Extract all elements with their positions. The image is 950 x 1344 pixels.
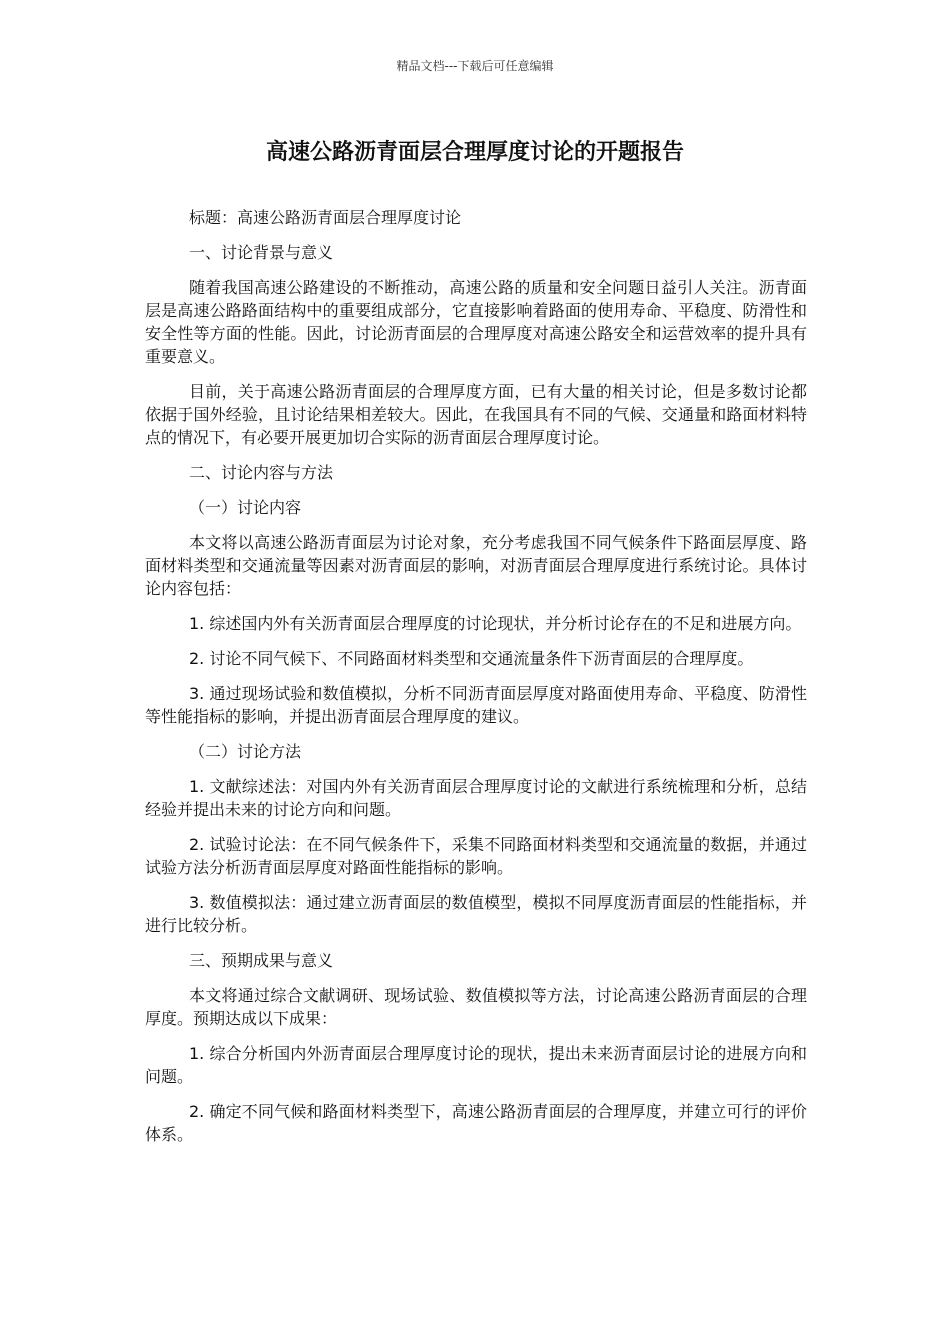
- section-heading-results: 三、预期成果与意义: [189, 951, 334, 970]
- list-item: 1. 文献综述法：对国内外有关沥青面层合理厚度讨论的文献进行系统梳理和分析，总结经验并提出未来的讨论方向和问题。: [145, 777, 807, 819]
- subject-line: 标题：高速公路沥青面层合理厚度讨论: [189, 208, 462, 227]
- document-title: 高速公路沥青面层合理厚度讨论的开题报告: [265, 140, 684, 165]
- list-item: 3. 通过现场试验和数值模拟，分析不同沥青面层厚度对路面使用寿命、平稳度、防滑性等性能指标的影响，并提出沥青面层合理厚度的建议。: [145, 684, 807, 726]
- list-item: 1. 综合分析国内外沥青面层合理厚度讨论的现状，提出未来沥青面层讨论的进展方向和问题。: [145, 1044, 807, 1086]
- list-item: 2. 讨论不同气候下、不同路面材料类型和交通流量条件下沥青面层的合理厚度。: [189, 649, 754, 668]
- subsection-heading-method: （二）讨论方法: [189, 742, 302, 761]
- list-item: 2. 确定不同气候和路面材料类型下，高速公路沥青面层的合理厚度，并建立可行的评价体系。: [145, 1102, 807, 1144]
- list-item: 1. 综述国内外有关沥青面层合理厚度的讨论现状，并分析讨论存在的不足和进展方向。: [189, 614, 802, 633]
- paragraph: 本文将以高速公路沥青面层为讨论对象，充分考虑我国不同气候条件下路面层厚度、路面材料类型和交通流量等因素对沥青面层的影响，对沥青面层合理厚度进行系统讨论。具体讨论内容包括：: [145, 533, 807, 598]
- document-body: [145, 206, 807, 1158]
- paragraph: 目前，关于高速公路沥青面层的合理厚度方面，已有大量的相关讨论，但是多数讨论都依据于国外经验，且讨论结果相差较大。因此，在我国具有不同的气候、交通量和路面材料特点的情况下，有必要开展更加切合实际的沥青面层合理厚度讨论。: [145, 382, 807, 447]
- section-heading-content-method: 二、讨论内容与方法: [189, 463, 334, 482]
- paragraph: 本文将通过综合文献调研、现场试验、数值模拟等方法，讨论高速公路沥青面层的合理厚度。预期达成以下成果：: [145, 986, 807, 1028]
- list-item: 2. 试验讨论法：在不同气候条件下，采集不同路面材料类型和交通流量的数据，并通过试验方法分析沥青面层厚度对路面性能指标的影响。: [145, 835, 807, 877]
- list-item: 3. 数值模拟法：通过建立沥青面层的数值模型，模拟不同厚度沥青面层的性能指标，并进行比较分析。: [145, 893, 807, 935]
- subsection-heading-content: （一）讨论内容: [189, 498, 302, 517]
- section-heading-background: 一、讨论背景与意义: [189, 243, 334, 262]
- paragraph: 随着我国高速公路建设的不断推动，高速公路的质量和安全问题日益引人关注。沥青面层是高速公路路面结构中的重要组成部分，它直接影响着路面的使用寿命、平稳度、防滑性和安全性等方面的性能。因此，讨论沥青面层的合理厚度对高速公路安全和运营效率的提升具有重要意义。: [145, 278, 807, 366]
- header-note: 精品文档---下载后可任意编辑: [396, 59, 554, 73]
